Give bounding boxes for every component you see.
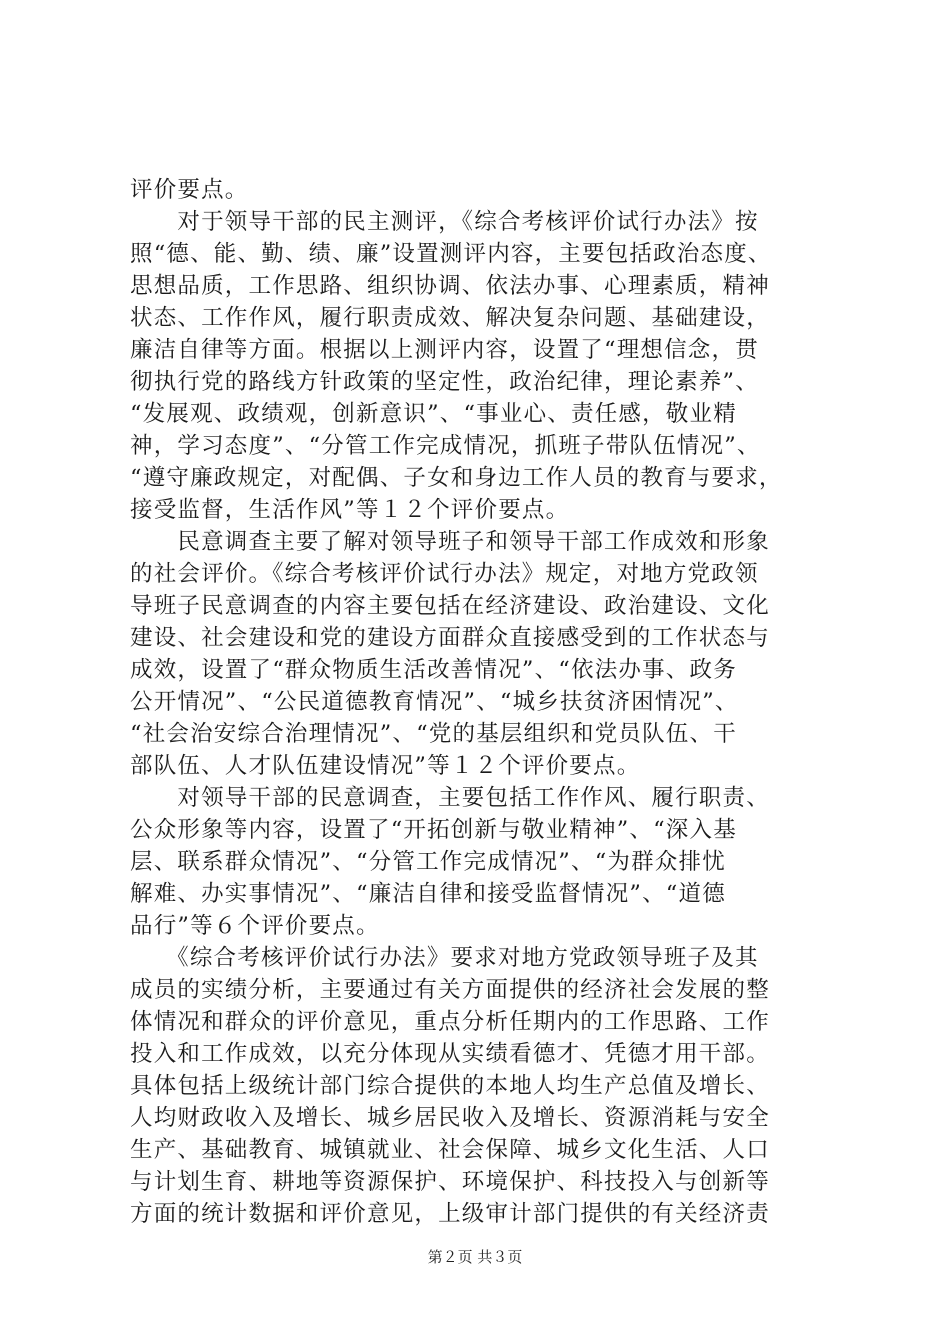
text-line: 状态、工作作风，履行职责成效、解决复杂问题、基础建设，: [130, 305, 770, 331]
text-line: 解难、办实事情况”、“廉洁自律和接受监督情况”、“道德: [130, 881, 726, 907]
text-line: 彻执行党的路线方针政策的坚定性，政治纪律，理论素养”、: [130, 369, 759, 395]
text-line: 的社会评价。《综合考核评价试行办法》规定，对地方党政领: [130, 561, 759, 587]
text-line: 神，学习态度”、“分管工作完成情况，抓班子带队伍情况”、: [130, 433, 761, 459]
text-line: “社会治安综合治理情况”、“党的基层组织和党员队伍、干: [130, 721, 737, 747]
text-line: 生产、基础教育、城镇就业、社会保障、城乡文化生活、人口: [130, 1137, 770, 1163]
text-line: 方面的统计数据和评价意见，上级审计部门提供的有关经济责: [130, 1201, 770, 1227]
text-line: 《综合考核评价试行办法》要求对地方党政领导班子及其: [130, 945, 759, 971]
text-line: 导班子民意调查的内容主要包括在经济建设、政治建设、文化: [130, 593, 770, 619]
text-line: 层、联系群众情况”、“分管工作完成情况”、“为群众排忧: [130, 849, 726, 875]
text-line: 体情况和群众的评价意见，重点分析任期内的工作思路、工作: [130, 1009, 770, 1035]
text-line: 民意调查主要了解对领导班子和领导干部工作成效和形象: [130, 529, 770, 555]
text-line: 投入和工作成效，以充分体现从实绩看德才、凭德才用干部。: [130, 1041, 770, 1067]
text-line: 成效，设置了“群众物质生活改善情况”、“依法办事、政务: [130, 657, 737, 683]
text-line: 人均财政收入及增长、城乡居民收入及增长、资源消耗与安全: [130, 1105, 770, 1131]
text-line: 评价要点。: [130, 177, 249, 203]
text-line: 成员的实绩分析，主要通过有关方面提供的经济社会发展的整: [130, 977, 770, 1003]
text-line: 建设、社会建设和党的建设方面群众直接感受到的工作状态与: [130, 625, 770, 651]
text-line: 照“德、能、勤、绩、廉”设置测评内容，主要包括政治态度、: [130, 241, 772, 267]
page-number-footer: 第２页 共３页: [427, 1248, 523, 1266]
text-line: 接受监督，生活作风”等１２个评价要点。: [130, 497, 570, 523]
text-line: 品行”等６个评价要点。: [130, 913, 380, 939]
text-line: 思想品质，工作思路、组织协调、依法办事、心理素质，精神: [130, 273, 770, 299]
text-line: 公开情况”、“公民道德教育情况”、“城乡扶贫济困情况”、: [130, 689, 739, 715]
text-line: 公众形象等内容，设置了“开拓创新与敬业精神”、“深入基: [130, 817, 737, 843]
text-line: 对于领导干部的民主测评，《综合考核评价试行办法》按: [130, 209, 759, 235]
text-line: 廉洁自律等方面。根据以上测评内容，设置了“理想信念，贯: [130, 337, 759, 363]
text-line: “遵守廉政规定，对配偶、子女和身边工作人员的教育与要求，: [130, 465, 783, 491]
text-line: 具体包括上级统计部门综合提供的本地人均生产总值及增长、: [130, 1073, 770, 1099]
text-line: 对领导干部的民意调查，主要包括工作作风、履行职责、: [130, 785, 770, 811]
text-line: “发展观、政绩观，创新意识”、“事业心、责任感，敬业精: [130, 401, 737, 427]
text-line: 与计划生育、耕地等资源保护、环境保护、科技投入与创新等: [130, 1169, 770, 1195]
text-line: 部队伍、人才队伍建设情况”等１２个评价要点。: [130, 753, 641, 779]
